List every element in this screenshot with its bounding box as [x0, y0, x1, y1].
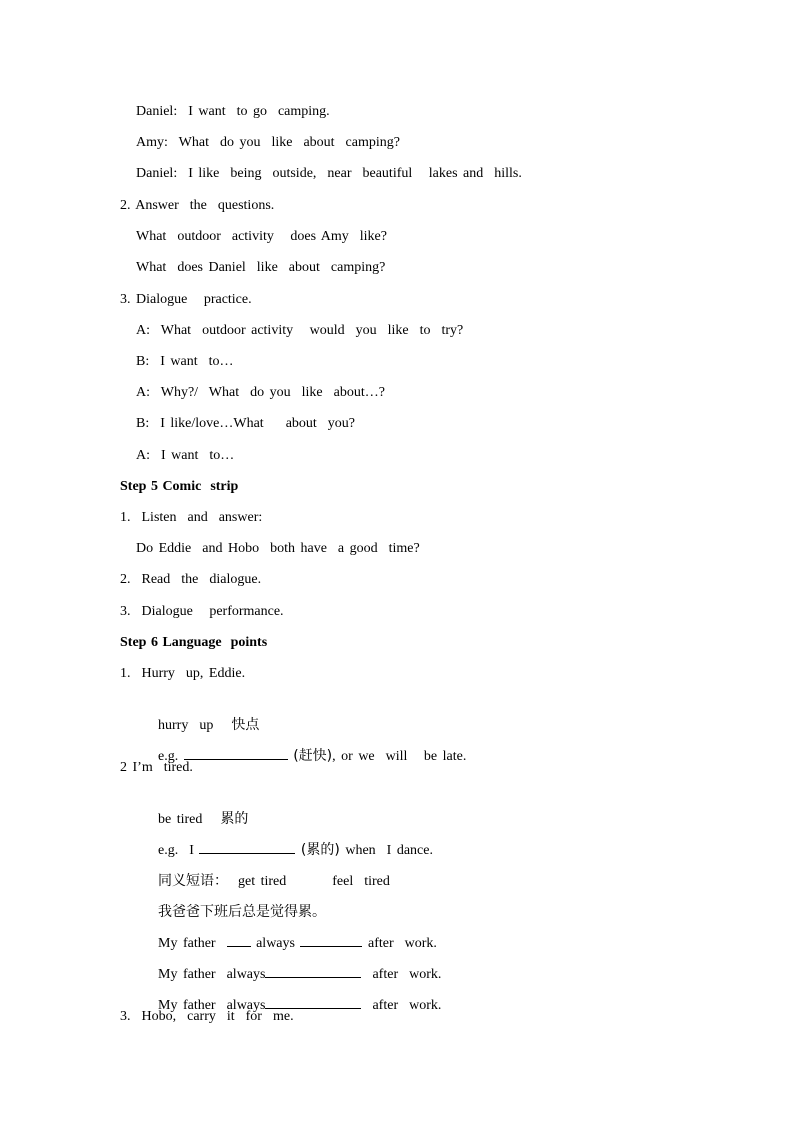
exercise-text: My father always [158, 998, 266, 1013]
synonym-1: get tired [238, 874, 287, 889]
point-1-phrase-line [136, 695, 260, 733]
exercise-text: after work. [372, 967, 442, 982]
exercise-line-1 [136, 914, 437, 951]
practice-line-a2: A: Why?/ What do you like about…? [136, 385, 385, 400]
example-suffix: , or we will be late. [332, 749, 467, 764]
synonym-2: feel tired [332, 874, 390, 889]
practice-line-a1: A: What outdoor activity would you like to try? [136, 323, 464, 338]
point-1-phrase: hurry up [158, 718, 214, 733]
practice-line-b1: B: I want to… [136, 354, 234, 369]
question-1: What outdoor activity does Amy like? [136, 229, 387, 244]
step-5-title: Step 5 Comic strip [120, 479, 239, 494]
dialogue-line-amy: Amy: What do you like about camping? [136, 135, 400, 150]
dialogue-line-daniel-2: Daniel: I like being outside, near beautiful lakes and hills. [136, 166, 522, 181]
example-hint: (赶快) [293, 748, 333, 764]
item-2-heading: 2. Answer the questions. [120, 198, 275, 213]
point-2-heading: 2 I’m tired. [120, 760, 193, 775]
exercise-line-2 [136, 945, 442, 982]
step-5-item-1-question: Do Eddie and Hobo both have a good time? [136, 541, 420, 556]
synonym-label: 同义短语： [158, 873, 228, 889]
point-1-example [136, 726, 467, 764]
exercise-text: My father [158, 936, 216, 951]
step-5-item-2: 2. Read the dialogue. [120, 572, 262, 587]
exercise-line-3 [136, 976, 442, 1013]
example-suffix: when I dance. [339, 843, 433, 858]
example-prefix: e.g. I [158, 843, 194, 858]
point-2-meaning: 累的 [220, 811, 249, 827]
exercise-text: after work. [367, 936, 437, 951]
question-2: What does Daniel like about camping? [136, 260, 386, 275]
point-2-example [136, 820, 433, 858]
step-5-item-3: 3. Dialogue performance. [120, 604, 284, 619]
point-2-phrase-line [136, 789, 249, 827]
exercise-text: My father always [158, 967, 266, 982]
dialogue-line-daniel-1: Daniel: I want to go camping. [136, 104, 330, 119]
exercise-text: after work. [372, 998, 442, 1013]
point-2-phrase: be tired [158, 812, 203, 827]
chinese-sentence-text: 我爸爸下班后总是觉得累。 [158, 904, 326, 920]
chinese-sentence [136, 882, 326, 920]
step-6-title: Step 6 Language points [120, 635, 268, 650]
practice-line-b2: B: I like/love…What about you? [136, 416, 356, 431]
item-3-heading: 3. Dialogue practice. [120, 292, 252, 307]
practice-line-a3: A: I want to… [136, 448, 235, 463]
exercise-text: always [256, 936, 295, 951]
answer-blank[interactable] [184, 747, 288, 760]
step-5-item-1: 1. Listen and answer: [120, 510, 263, 525]
point-1-meaning: 快点 [231, 717, 260, 733]
example-hint: (累的) [300, 842, 340, 858]
point-3-heading: 3. Hobo, carry it for me. [120, 1009, 294, 1024]
point-1-heading: 1. Hurry up, Eddie. [120, 666, 246, 681]
example-prefix: e.g. [158, 749, 179, 764]
synonym-line [136, 851, 390, 889]
